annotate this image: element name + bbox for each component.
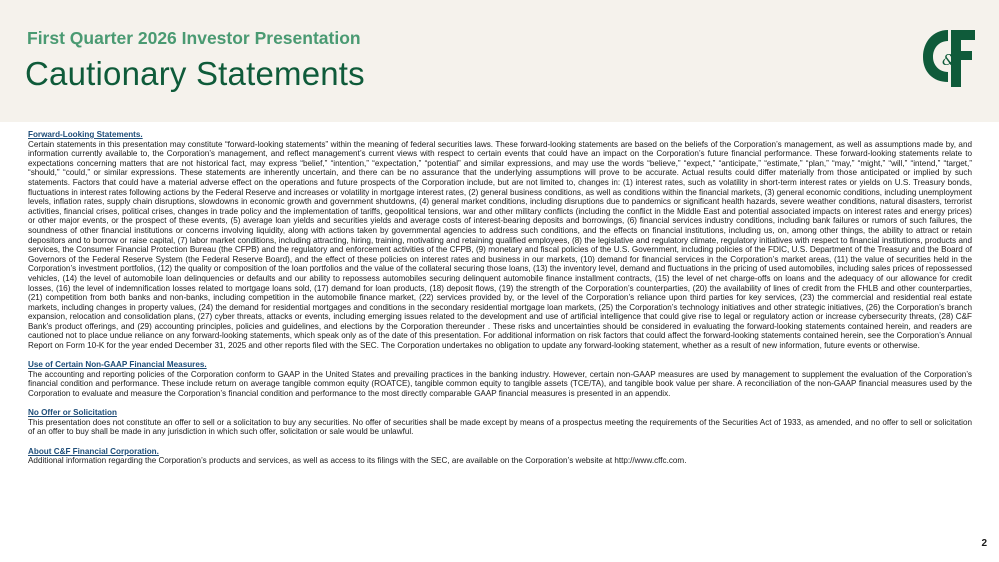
- header-band: [0, 0, 999, 122]
- page-number: 2: [981, 538, 987, 549]
- section-body: Certain statements in this presentation may constitute “forward-looking statements” within the meaning of federal securities laws. These forward-looking statements are based on the beliefs of the Corporation’s management, as well as assumptions made by, and information currently available to, the Corporation’s management, and reflect management’s current views with respect to certain events that could have an impact on the Corporation’s future financial performance. These forward-looking statements relate to expectations concerning matters that are not historical fact, may express “belief,” “intention,” “expectation,” “potential” and similar expressions, and may use the words “believe,” “expect,” “anticipate,” “estimate,” “plan,” “may,” “might,” “will,” “intend,” “target,” “should,” “could,” or similar expressions. These statements are inherently uncertain, and there can be no assurance that the underlying assumptions will prove to be accurate. Actual results could differ materially from those anticipated or implied by such statements. Factors that could have a material adverse effect on the operations and future prospects of the Corporation include, but are not limited to, changes in: (1) interest rates, such as volatility in short-term interest rates or yields on U.S. Treasury bonds, fluctuations in interest rates following actions by the Federal Reserve and increases or volatility in mortgage interest rates, (2) general business conditions, as well as conditions within the financial markets, (3) general economic conditions, including unemployment levels, inflation rates, supply chain disruptions, slowdowns in economic growth and government shutdowns, (4) general market conditions, including disruptions due to pandemics or significant health hazards, severe weather conditions, natural disasters, terrorist activities, financial crises, political crises, changes in trade policy and the implementation of tariffs, geopolitical tensions, war and other military conflicts (including the conflict in the Middle East and potential associated impacts on interest rates and energy prices) or other major events, or the prospect of these events, (5) average loan yields and securities yields and average costs of interest-bearing deposits and borrowings, (6) financial services industry conditions, including bank failures or rumors of such failures, the soundness of other financial institutions or concerns involving liquidity, along with actions taken by governmental agencies to address such conditions, and the effects on financial institutions, including us, on, among other things, the ability to attract or retain depositors and to borrow or raise capital, (7) labor market conditions, including attracting, hiring, training, motivating and retaining qualified employees, (8) the legislative and regulatory climate, regulatory initiatives with respect to financial institutions, products and services, the Consumer Financial Protection Bureau (the CFPB) and the regulatory and enforcement activities of the CFPB, (9) monetary and fiscal policies of the U.S. Government, including policies of the FDIC, U.S. Department of the Treasury and the Board of Governors of the Federal Reserve System (the Federal Reserve Board), and the effect of these policies on interest rates and business in our markets, (10) demand for financial services in the Corporation’s market areas, (11) the value of securities held in the Corporation’s investment portfolios, (12) the quality or composition of the loan portfolios and the value of the collateral securing those loans, (13) the inventory level, demand and fluctuations in the pricing of used automobiles, including sales prices of repossessed vehicles, (14) the level of automobile loan delinquencies or defaults and our ability to repossess automobiles securing delinquent automobile finance installment contracts, (15) the level of net charge-offs on loans and the adequacy of our allowance for credit losses, (16) the level of indemnification losses related to mortgage loans sold, (17) demand for loan products, (18) deposit flows, (19) the strength of the Corporation’s counterparties, (20) the availability of lines of credit from the FHLB and other counterparties, (21) competition from both banks and non-banks, including competition in the automobile finance market, (22) services provided by, or the level of the Corporation’s reliance upon third parties for key services, (23) the commercial and residential real estate markets, including changes in property values, (24) the demand for residential mortgages and conditions in the secondary residential mortgage loan markets, (25) the Corporation’s technology initiatives and other strategic initiatives, (26) the Corporation’s branch expansion, relocation and consolidation plans, (27) cyber threats, attacks or events, including emerging issues related to the development and use of artificial intelligence that could give rise to legal or regulatory action or increase cybersecurity threats, (28) C&F Bank’s product offerings, and (29) accounting principles, policies and guidelines, and elections by the Corporation thereunder . These risks and uncertainties should be considered in evaluating the forward-looking statements contained herein, and readers are cautioned not to place undue reliance on any forward-looking statements, which speak only as of the date of this presentation. For additional information on risk factors that could affect the forward-looking statements contained herein, see the Corporation’s Annual Report on Form 10-K for the year ended December 31, 2025 and other reports filed with the SEC. The Corporation undertakes no obligation to update any forward-looking statement, whether as a result of new information, future events or otherwise.: [28, 139, 972, 351]
- presentation-subtitle: First Quarter 2026 Investor Presentation: [27, 28, 361, 48]
- section-heading: Forward-Looking Statements.: [28, 130, 143, 139]
- cf-logo-icon: [917, 24, 979, 88]
- section-heading: About C&F Financial Corporation.: [28, 446, 159, 456]
- section-about: [28, 447, 972, 466]
- section-body: The accounting and reporting policies of the Corporation conform to GAAP in the United States and prevailing practices in the banking industry. However, certain non-GAAP measures are used by management to supplement the evaluation of the Corporation’s financial condition and performance. These include return on average tangible common equity (ROATCE), tangible common equity to tangible assets (TCE/TA), and tangible book value per share. A reconciliation of the non-GAAP financial measures used by the Corporation to evaluate and measure the Corporation’s financial condition and performance to the most directly comparable GAAP financial measures is presented in an appendix.: [28, 369, 972, 399]
- section-forward-looking: [28, 130, 972, 351]
- section-heading: No Offer or Solicitation: [28, 408, 117, 418]
- cautionary-content: [28, 130, 972, 475]
- section-non-gaap: [28, 360, 972, 398]
- section-body: This presentation does not constitute an offer to sell or a solicitation to buy any securities. No offer of securities shall be made except by means of a prospectus meeting the requirements of the Securities Act of 1933, as amended, and no offer to sell or solicitation of an offer to buy shall be made in any jurisdiction in which such offer, solicitation or sale would be unlawful.: [28, 417, 972, 437]
- section-heading: Use of Certain Non-GAAP Financial Measures.: [28, 360, 207, 370]
- section-no-offer: [28, 408, 972, 437]
- svg-text:&: &: [942, 51, 956, 69]
- section-body: Additional information regarding the Corporation’s products and services, as well as access to its filings with the SEC, are available on the Corporation’s website at http://www.cffc.com.: [28, 456, 687, 466]
- page-title: Cautionary Statements: [25, 55, 365, 92]
